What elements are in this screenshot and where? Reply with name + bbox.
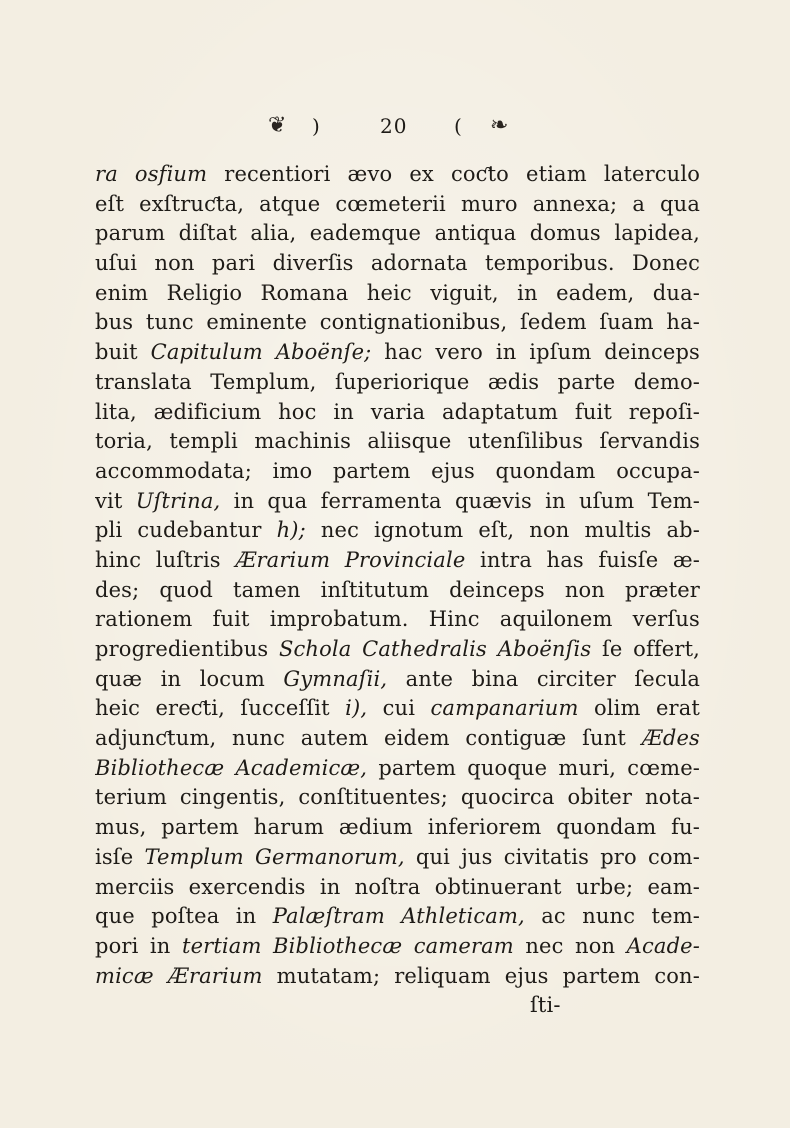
text-line bbox=[95, 813, 700, 843]
roman-run: vit bbox=[95, 488, 136, 513]
roman-run: ac nunc tem- bbox=[524, 904, 700, 929]
roman-run: pori in bbox=[95, 933, 182, 958]
roman-run: progredientibus bbox=[95, 637, 279, 661]
italic-run: i), bbox=[345, 696, 368, 721]
italic-run: h); bbox=[276, 518, 306, 543]
roman-run: rationem fuit improbatum. Hinc aquilonem verſus bbox=[95, 607, 700, 632]
roman-run: intra has fuisſe æ- bbox=[465, 547, 700, 572]
page-number: 20 bbox=[380, 114, 408, 138]
roman-run: heic ereƈti, ſucceſſit bbox=[95, 696, 346, 721]
roman-run: bus tunc eminente contignationibus, ſedem ſuam ha- bbox=[95, 310, 700, 335]
roman-run: pli cudebantur bbox=[95, 518, 277, 543]
roman-run: terium cingentis, conſtituentes; quocirca obiter nota- bbox=[95, 785, 700, 810]
roman-run: mus, partem harum ædium inferiorem quondam fu- bbox=[95, 815, 700, 840]
italic-run: Palæſtram Athleticam, bbox=[272, 904, 525, 929]
text-line bbox=[95, 932, 700, 962]
italic-run: micæ Ærarium bbox=[95, 963, 263, 988]
roman-run: merciis exercendis in noſtra obtinuerant urbe; eam- bbox=[95, 874, 700, 899]
text-line bbox=[95, 338, 700, 368]
roman-run: recentiori ævo ex coƈto etiam laterculo bbox=[207, 162, 700, 186]
roman-run: mutatam; reliquam ejus partem con- bbox=[262, 963, 700, 988]
text-line bbox=[95, 694, 700, 724]
fleuron-left-icon: ❦ bbox=[268, 113, 287, 138]
italic-run: Templum Germanorum, bbox=[144, 844, 405, 869]
italic-run: Uſtrina, bbox=[135, 488, 221, 513]
roman-run: hac vero in ipſum deinceps bbox=[371, 340, 700, 365]
roman-run: nec ignotum eſt, non multis ab- bbox=[305, 518, 700, 543]
roman-run: uſui non pari diverſis adornata temporibus. Donec bbox=[95, 251, 700, 276]
italic-run: campanarium bbox=[430, 696, 579, 721]
text-line bbox=[95, 724, 700, 754]
roman-run: partem quoque muri, cœme- bbox=[367, 755, 700, 780]
roman-run: nec non bbox=[513, 933, 627, 958]
text-line bbox=[95, 962, 700, 992]
text-line bbox=[95, 516, 700, 546]
roman-run: lita, ædificium hoc in varia adaptatum fuit repoſi- bbox=[95, 399, 700, 424]
text-line bbox=[95, 783, 700, 813]
roman-run: in qua ferramenta quævis in uſum Tem- bbox=[220, 488, 700, 513]
text-line bbox=[95, 546, 700, 576]
body-text bbox=[95, 160, 700, 1021]
italic-run: ra osfium bbox=[95, 162, 208, 186]
roman-run: parum diſtat alia, eademque antiqua domus lapidea, bbox=[95, 221, 700, 246]
text-line bbox=[95, 368, 700, 398]
roman-run: que poſtea in bbox=[95, 904, 273, 929]
text-line bbox=[95, 665, 700, 695]
italic-run: Ærarium Provinciale bbox=[235, 547, 466, 572]
italic-run: Ædes bbox=[641, 726, 700, 751]
roman-run: cui bbox=[367, 696, 431, 721]
text-line bbox=[95, 398, 700, 428]
roman-run: toria, templi machinis aliisque utenſilibus ſervandis bbox=[95, 429, 700, 454]
roman-run: adjunƈtum, nunc autem eidem contiguæ ſunt bbox=[95, 726, 642, 751]
italic-run: Bibliothecæ Academicæ, bbox=[95, 755, 368, 780]
italic-run: Schola Cathedralis Aboënſis bbox=[278, 637, 592, 661]
text-line bbox=[95, 457, 700, 487]
roman-run: accommodata; imo partem ejus quondam occupa- bbox=[95, 458, 700, 483]
text-line bbox=[95, 873, 700, 903]
roman-run: ſe offert, bbox=[591, 637, 700, 661]
roman-run: quæ in locum bbox=[95, 666, 284, 691]
text-line bbox=[95, 308, 700, 338]
roman-run: translata Templum, ſuperiorique ædis parte demo- bbox=[95, 369, 700, 394]
fleuron-right-icon: ❧ bbox=[490, 113, 509, 138]
text-line bbox=[95, 279, 700, 309]
roman-run: des; quod tamen inſtitutum deinceps non præter bbox=[95, 577, 700, 602]
italic-run: Capitulum Aboënſe; bbox=[150, 340, 372, 365]
catchword: ſti- bbox=[530, 993, 561, 1018]
text-line bbox=[95, 160, 700, 190]
header-parenthesis-left: ) bbox=[312, 114, 320, 138]
text-line bbox=[95, 843, 700, 873]
text-line bbox=[95, 219, 700, 249]
roman-run: olim erat bbox=[578, 696, 700, 721]
roman-run: buit bbox=[95, 340, 151, 365]
text-line bbox=[95, 605, 700, 635]
text-line bbox=[95, 249, 700, 279]
roman-run: qui jus civitatis pro com- bbox=[404, 844, 700, 869]
text-line bbox=[95, 635, 700, 665]
header-parenthesis-right: ( bbox=[454, 114, 462, 138]
text-line bbox=[95, 487, 700, 517]
roman-run: hinc luſtris bbox=[95, 547, 236, 572]
text-line bbox=[95, 576, 700, 606]
italic-run: Gymnaſii, bbox=[283, 666, 388, 691]
text-line bbox=[95, 902, 700, 932]
roman-run: isſe bbox=[95, 844, 145, 869]
roman-run: ante bina circiter ſecula bbox=[387, 666, 700, 691]
roman-run: eſt exſtruƈta, atque cœmeterii muro annexa; a qua bbox=[95, 191, 700, 216]
roman-run: enim Religio Romana heic viguit, in eadem, dua- bbox=[95, 280, 700, 305]
text-line bbox=[95, 754, 700, 784]
italic-run: Acade- bbox=[626, 933, 700, 958]
running-header bbox=[0, 111, 790, 145]
italic-run: tertiam Bibliothecæ cameram bbox=[181, 933, 514, 958]
text-line bbox=[95, 190, 700, 220]
text-line bbox=[95, 427, 700, 457]
